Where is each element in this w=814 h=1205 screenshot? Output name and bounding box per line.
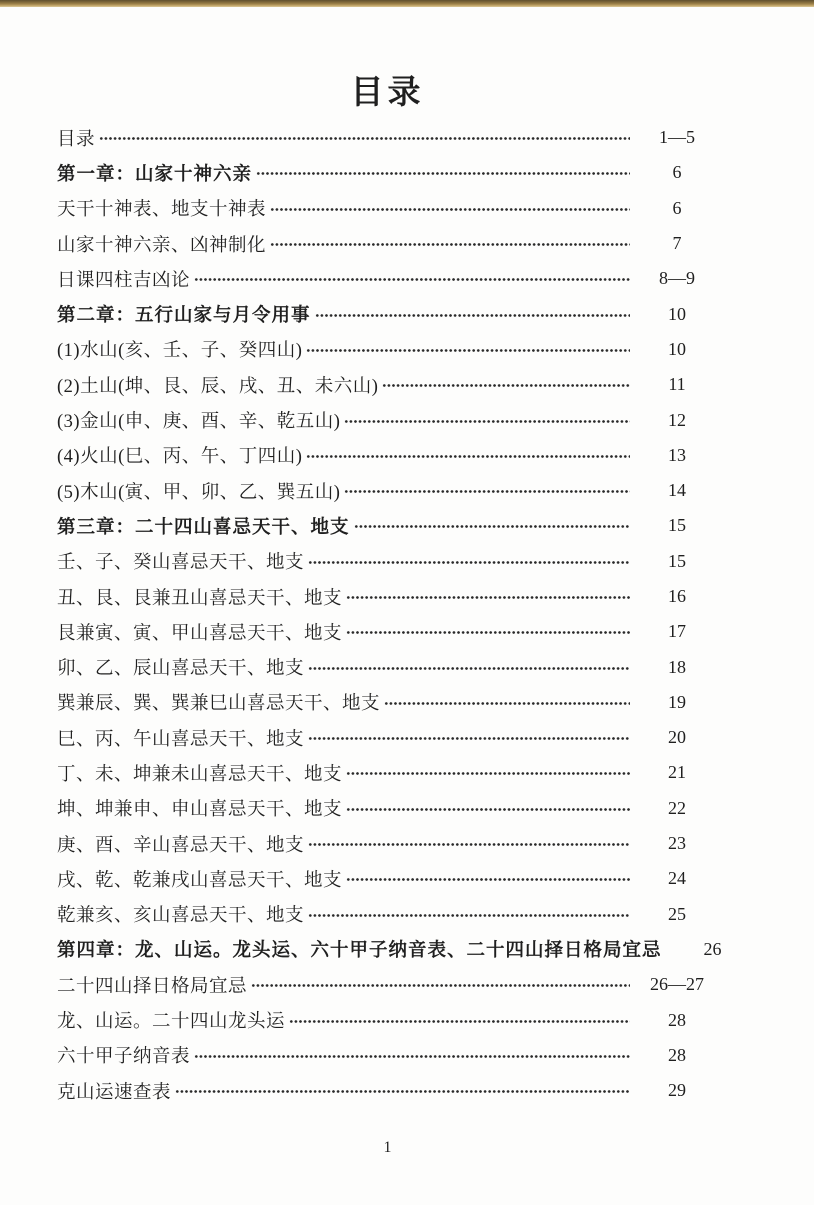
toc-entry-page: 25 <box>668 903 686 924</box>
toc-entry-page: 19 <box>668 691 686 712</box>
toc-entry <box>57 261 718 296</box>
toc-entry <box>57 932 722 967</box>
toc-entry <box>57 473 718 508</box>
toc-entry-page: 12 <box>668 409 686 430</box>
toc-entry-page: 10 <box>668 338 686 359</box>
toc-entry-page: 17 <box>668 621 686 642</box>
toc-entry <box>57 367 718 402</box>
toc-entry <box>57 332 718 367</box>
toc-entry-label: 目录 <box>57 129 96 150</box>
toc-entry <box>57 226 718 261</box>
toc-entry-label: 第一章：山家十神六亲 <box>57 164 253 185</box>
toc-list <box>57 120 722 1108</box>
toc-entry <box>57 967 718 1002</box>
toc-entry-label: 龙、山运。二十四山龙头运 <box>57 1012 286 1033</box>
footer-page-number: 1 <box>383 1139 392 1156</box>
dot-leader <box>384 701 630 706</box>
toc-entry-page: 28 <box>668 1009 686 1030</box>
toc-entry-label: 第二章：五行山家与月令用事 <box>57 306 311 327</box>
toc-entry-page: 29 <box>668 1080 686 1101</box>
toc-entry <box>57 191 718 226</box>
dot-leader <box>175 1089 630 1094</box>
toc-entry-label: 壬、子、癸山喜忌天干、地支 <box>57 553 305 574</box>
toc-entry-label: 丁、未、坤兼未山喜忌天干、地支 <box>57 764 343 785</box>
dot-leader <box>308 913 630 918</box>
dot-leader <box>99 136 630 141</box>
toc-entry-page: 6 <box>672 197 682 218</box>
dot-leader <box>270 242 630 247</box>
dot-leader <box>306 348 630 353</box>
toc-entry <box>57 1073 718 1108</box>
toc-entry <box>57 508 718 543</box>
toc-entry-page: 6 <box>672 162 682 183</box>
toc-entry-label: (4)火山(巳、丙、午、丁四山) <box>57 447 303 468</box>
page-title: 目录 <box>350 75 425 111</box>
toc-entry <box>57 1002 718 1037</box>
dot-leader <box>289 1019 630 1024</box>
toc-page <box>57 75 722 1108</box>
toc-entry-page: 22 <box>668 797 686 818</box>
dot-leader <box>346 877 630 882</box>
dot-leader <box>315 313 630 318</box>
dot-leader <box>346 630 630 635</box>
dot-leader <box>346 595 630 600</box>
dot-leader <box>308 666 630 671</box>
toc-entry-label: 山家十神六亲、凶神制化 <box>57 235 267 256</box>
toc-entry-label: 卯、乙、辰山喜忌天干、地支 <box>57 659 305 680</box>
toc-entry-page: 10 <box>668 303 686 324</box>
dot-leader <box>194 1054 630 1059</box>
toc-entry <box>57 861 718 896</box>
dot-leader <box>256 171 630 176</box>
dot-leader <box>308 842 630 847</box>
toc-entry-label: (1)水山(亥、壬、子、癸四山) <box>57 341 303 362</box>
toc-entry-page: 13 <box>668 444 686 465</box>
dot-leader <box>354 524 630 529</box>
toc-entry <box>57 685 718 720</box>
toc-entry <box>57 755 718 790</box>
dot-leader <box>382 383 630 388</box>
toc-entry-page: 7 <box>672 233 682 254</box>
toc-entry-label: 六十甲子纳音表 <box>57 1047 191 1068</box>
page-top-border <box>0 0 814 7</box>
toc-entry-label: 天干十神表、地支十神表 <box>57 200 267 221</box>
toc-entry <box>57 438 718 473</box>
toc-entry <box>57 579 718 614</box>
toc-entry-page: 23 <box>668 833 686 854</box>
dot-leader <box>346 771 630 776</box>
toc-entry <box>57 402 718 437</box>
toc-entry-page: 26—27 <box>650 974 704 995</box>
dot-leader <box>344 489 630 494</box>
toc-entry-page: 26 <box>703 938 722 959</box>
toc-entry <box>57 826 718 861</box>
dot-leader <box>251 983 630 988</box>
toc-entry <box>57 1038 718 1073</box>
toc-entry-page: 15 <box>668 550 686 571</box>
dot-leader <box>308 736 630 741</box>
dot-leader <box>306 454 630 459</box>
toc-entry-label: 第四章：龙、山运。龙头运、六十甲子纳音表、二十四山择日格局宜忌 <box>57 941 662 962</box>
toc-entry-page: 20 <box>668 727 686 748</box>
toc-entry <box>57 791 718 826</box>
dot-leader <box>270 207 630 212</box>
toc-entry-page: 21 <box>668 762 686 783</box>
dot-leader <box>194 277 630 282</box>
toc-entry <box>57 649 718 684</box>
toc-entry-label: 日课四柱吉凶论 <box>57 270 191 291</box>
toc-entry-label: (3)金山(申、庚、酉、辛、乾五山) <box>57 412 341 433</box>
toc-entry-label: 巳、丙、午山喜忌天干、地支 <box>57 729 305 750</box>
toc-entry-page: 28 <box>668 1044 686 1065</box>
toc-entry-label: 艮兼寅、寅、甲山喜忌天干、地支 <box>57 623 343 644</box>
toc-entry <box>57 897 718 932</box>
toc-entry <box>57 296 718 331</box>
toc-entry-page: 18 <box>668 656 686 677</box>
toc-entry-label: (5)木山(寅、甲、卯、乙、巽五山) <box>57 482 341 503</box>
toc-entry <box>57 155 718 190</box>
toc-entry-page: 16 <box>668 586 686 606</box>
dot-leader <box>346 807 630 812</box>
toc-entry-label: 二十四山择日格局宜忌 <box>57 976 248 997</box>
toc-entry-label: 庚、酉、辛山喜忌天干、地支 <box>57 835 305 856</box>
toc-entry-page: 14 <box>668 480 686 501</box>
toc-entry-label: 乾兼亥、亥山喜忌天干、地支 <box>57 906 305 927</box>
toc-entry-label: 第三章：二十四山喜忌天干、地支 <box>57 517 350 538</box>
toc-entry-page: 15 <box>668 515 686 536</box>
toc-entry <box>57 544 718 579</box>
toc-entry-label: 克山运速查表 <box>57 1082 172 1103</box>
toc-entry <box>57 614 718 649</box>
toc-entry <box>57 120 718 155</box>
toc-entry-label: (2)土山(坤、艮、辰、戌、丑、未六山) <box>57 376 379 397</box>
toc-entry-page: 8—9 <box>659 268 695 289</box>
toc-entry-label: 戌、乾、乾兼戌山喜忌天干、地支 <box>57 870 343 891</box>
dot-leader <box>344 419 630 424</box>
dot-leader <box>308 560 630 565</box>
toc-entry-page: 11 <box>668 374 686 395</box>
toc-entry-label: 丑、艮、艮兼丑山喜忌天干、地支 <box>57 588 343 609</box>
toc-entry <box>57 720 718 755</box>
toc-entry-page: 1—5 <box>659 127 695 148</box>
toc-entry-page: 24 <box>668 868 686 889</box>
toc-entry-label: 巽兼辰、巽、巽兼巳山喜忌天干、地支 <box>57 694 381 715</box>
toc-entry-label: 坤、坤兼申、申山喜忌天干、地支 <box>57 800 343 821</box>
